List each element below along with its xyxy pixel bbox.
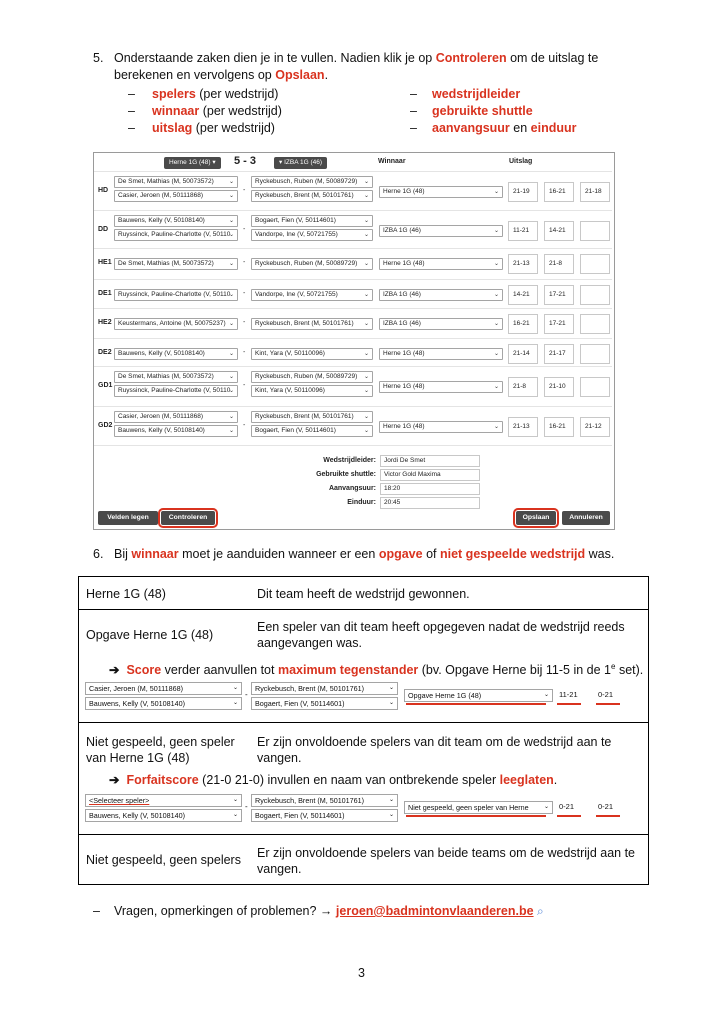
away-player-select[interactable]: [251, 809, 398, 822]
winner-select[interactable]: [379, 225, 503, 237]
winner-options-table: [78, 576, 649, 885]
winner-select-value: Herne 1G (48): [383, 423, 425, 430]
set-score-input[interactable]: 21-10: [544, 377, 574, 397]
row-1-label: Herne 1G (48): [86, 587, 166, 601]
home-player-select-value: Ruyssinck, Pauline-Charlotte (V, 50110: [118, 291, 231, 298]
chevron-down-icon: ⌄: [232, 797, 238, 803]
set-score-input[interactable]: 17-21: [544, 285, 574, 305]
winner-select[interactable]: [379, 421, 503, 433]
chevron-down-icon: ⌄: [228, 388, 234, 394]
bullet-keyword: uitslag: [152, 121, 193, 135]
home-player-select[interactable]: [85, 682, 242, 695]
set-score[interactable]: 11-21: [559, 690, 578, 699]
winner-select-value: Herne 1G (48): [383, 188, 425, 195]
chevron-down-icon: ⌄: [228, 179, 234, 185]
keyword-max-tegenstander: maximum tegenstander: [277, 663, 419, 678]
home-player-select-value: Bauwens, Kelly (V, 50108140): [118, 427, 205, 434]
set-score-input[interactable]: 21-8: [508, 377, 538, 397]
home-player-select-value: Ruyssinck, Pauline-Charlotte (V, 50110: [118, 231, 231, 238]
meta-input[interactable]: Victor Gold Maxima: [380, 469, 480, 481]
highlight-underline: [406, 703, 546, 705]
chevron-down-icon: ⌄: [543, 692, 549, 698]
row-divider: [94, 171, 612, 172]
home-player-select-value: Bauwens, Kelly (V, 50108140): [118, 350, 205, 357]
opslaan-button[interactable]: Opslaan: [516, 511, 556, 525]
winner-select-value: Herne 1G (48): [383, 383, 425, 390]
divider: [79, 722, 648, 723]
bullet-item: [432, 120, 577, 136]
away-team-dropdown[interactable]: ▾ IZBA 1G (46): [274, 157, 327, 169]
keyword-score: Score: [126, 663, 162, 678]
away-player-select[interactable]: [251, 348, 373, 360]
set-score-input[interactable]: 21-8: [544, 254, 574, 274]
keyword-winnaar: winnaar: [131, 547, 179, 561]
home-player-select[interactable]: [114, 348, 238, 360]
chevron-down-icon: ⌄: [363, 292, 369, 298]
match-code: GD2: [98, 422, 113, 429]
chevron-down-icon: ⌄: [228, 292, 234, 298]
set-score-input[interactable]: 21-19: [508, 182, 538, 202]
away-player-select-value: Bogaert, Fien (V, 50114601): [255, 811, 345, 820]
bullet-dash: –: [128, 121, 135, 135]
away-player-select[interactable]: [251, 697, 398, 710]
winner-select[interactable]: [404, 801, 553, 814]
chevron-down-icon: ⌄: [363, 414, 369, 420]
chevron-down-icon: ⌄: [543, 804, 549, 810]
home-player-select[interactable]: [114, 411, 238, 423]
winner-select[interactable]: [404, 689, 553, 702]
winner-select-value: IZBA 1G (46): [383, 320, 421, 327]
controleren-button[interactable]: Controleren: [161, 511, 215, 525]
row-3-note: [109, 772, 557, 788]
away-player-select[interactable]: [251, 371, 373, 383]
bullet-dash: –: [128, 104, 135, 118]
away-player-select[interactable]: [251, 411, 373, 423]
bullet-text: en: [509, 121, 531, 135]
vs-dash: -: [243, 422, 246, 429]
set-score-input[interactable]: 21-14: [508, 344, 538, 364]
text: verder aanvullen tot: [164, 663, 275, 678]
search-icon: ⌕: [537, 904, 544, 918]
match-code: HD: [98, 187, 109, 194]
chevron-down-icon: ⌄: [232, 812, 238, 818]
text: Onderstaande zaken dien je in te vullen. Nadien klik je op: [114, 51, 433, 65]
set-score-input[interactable]: [580, 314, 610, 334]
highlight-underline: [557, 703, 581, 705]
home-team-dropdown[interactable]: Herne 1G (48) ▾: [164, 157, 221, 169]
chevron-down-icon: ⌄: [228, 374, 234, 380]
chevron-down-icon: ⌄: [228, 321, 234, 327]
home-player-select[interactable]: [114, 176, 238, 188]
home-player-select-value: Keustermans, Antoine (M, 50075237): [118, 320, 226, 327]
bullet-dash: –: [410, 87, 417, 101]
bullet-keyword: aanvangsuur: [432, 121, 510, 135]
vs-dash: -: [243, 259, 246, 266]
keyword-leeglaten: leeglaten: [499, 773, 554, 787]
vs-dash: -: [245, 690, 248, 699]
home-player-select-value: Bauwens, Kelly (V, 50108140): [118, 217, 205, 224]
chevron-down-icon: ⌄: [228, 351, 234, 357]
vs-dash: -: [243, 319, 246, 326]
meta-label: Wedstrijdleider:: [323, 457, 376, 464]
away-player-select-value: Vandorpe, Ine (V, 50721755): [255, 231, 338, 238]
chevron-down-icon: ⌄: [493, 292, 499, 298]
annuleren-button[interactable]: Annuleren: [562, 511, 610, 525]
chevron-down-icon: ⌄: [363, 261, 369, 267]
away-player-select[interactable]: [251, 215, 373, 227]
chevron-down-icon: ⌄: [363, 374, 369, 380]
winner-select[interactable]: [379, 318, 503, 330]
away-team-label: IZBA 1G (46): [284, 159, 323, 166]
winner-select-value: Opgave Herne 1G (48): [408, 691, 482, 700]
highlight-underline: [557, 815, 581, 817]
row-2-label: Opgave Herne 1G (48): [86, 628, 214, 642]
winner-select-value: Niet gespeeld, geen speler van Herne: [408, 803, 529, 812]
away-player-select[interactable]: [251, 176, 373, 188]
row-2-description: Een speler van dit team heeft opgegeven nadat de wedstrijd reeds aangevangen was.: [257, 620, 625, 650]
match-code: GD1: [98, 382, 113, 389]
keyword-niet-gespeeld: niet gespeelde wedstrijd: [439, 547, 586, 561]
set-score-input[interactable]: 17-21: [544, 314, 574, 334]
set-score[interactable]: 0-21: [598, 802, 614, 811]
away-player-select-value: Ryckebusch, Brent (M, 50101761): [255, 413, 354, 420]
text: Bij: [114, 547, 128, 561]
set-score-input[interactable]: 21-13: [508, 417, 538, 437]
meta-input[interactable]: Jordi De Smet: [380, 455, 480, 467]
match-code: HE2: [98, 319, 112, 326]
match-code: DE1: [98, 290, 112, 297]
text: Vragen, opmerkingen of problemen? →: [114, 904, 333, 918]
away-player-select-value: Kint, Yara (V, 50110096): [255, 387, 325, 394]
chevron-down-icon: ⌄: [228, 193, 234, 199]
bullet-keyword: gebruikte shuttle: [432, 104, 533, 118]
winner-select[interactable]: [379, 348, 503, 360]
away-player-select[interactable]: [251, 425, 373, 437]
match-score: 5 - 3: [234, 155, 257, 167]
highlight-underline: [406, 815, 546, 817]
vs-dash: -: [243, 382, 246, 389]
bullet-item: [432, 103, 533, 119]
home-player-select[interactable]: [85, 809, 242, 822]
home-player-select-value: Casier, Jeroen (M, 50111868): [118, 192, 204, 199]
winner-select-value: IZBA 1G (46): [383, 227, 421, 234]
set-score-input[interactable]: 16-21: [544, 417, 574, 437]
meta-input[interactable]: 18:20: [380, 483, 480, 495]
away-player-select[interactable]: [251, 318, 373, 330]
text: .: [324, 68, 329, 82]
keyword-controleren: Controleren: [435, 51, 507, 65]
footer-dash: –: [93, 904, 100, 918]
superscript: e: [611, 662, 616, 671]
away-player-select-value: Bogaert, Fien (V, 50114601): [255, 217, 336, 224]
set-score-input[interactable]: 21-17: [544, 344, 574, 364]
away-player-select-value: Bogaert, Fien (V, 50114601): [255, 427, 336, 434]
bullet-text: (per wedstrijd): [195, 87, 279, 101]
away-player-select[interactable]: [251, 229, 373, 241]
away-player-select[interactable]: [251, 682, 398, 695]
away-player-select[interactable]: [251, 385, 373, 397]
winner-select[interactable]: [379, 186, 503, 198]
home-player-select[interactable]: [114, 318, 238, 330]
meta-label: Einduur:: [347, 499, 376, 506]
step-5-line-1: [114, 50, 598, 66]
row-divider: [94, 445, 612, 446]
home-player-select[interactable]: [114, 385, 238, 397]
set-score-input[interactable]: 16-21: [544, 182, 574, 202]
chevron-down-icon: ⌄: [232, 700, 238, 706]
away-player-select-value: Ryckebusch, Brent (M, 50101761): [255, 796, 365, 805]
home-player-select-value: De Smet, Mathias (M, 50073572): [118, 178, 214, 185]
bullet-item: [152, 86, 278, 102]
set-score-input[interactable]: 14-21: [508, 285, 538, 305]
email-link[interactable]: jeroen@badmintonvlaanderen.be: [335, 904, 534, 918]
set-score-input[interactable]: [580, 344, 610, 364]
divider: [79, 834, 648, 835]
vs-dash: -: [243, 349, 246, 356]
bullet-item: [152, 120, 275, 136]
set-score-input[interactable]: 21-18: [580, 182, 610, 202]
bullet-dash: –: [128, 87, 135, 101]
row-4-label: Niet gespeeld, geen spelers: [86, 853, 241, 867]
home-player-select-value: Casier, Jeroen (M, 50111868): [89, 684, 184, 693]
home-player-select[interactable]: [114, 215, 238, 227]
highlight-underline: [596, 815, 620, 817]
bullet-keyword: spelers: [152, 87, 196, 101]
text: of: [426, 547, 437, 561]
bullet-dash: –: [410, 104, 417, 118]
bullet-item: [152, 103, 282, 119]
step-5-line-2: [114, 67, 328, 83]
arrow-icon: ➔: [109, 773, 120, 787]
home-player-select[interactable]: [85, 794, 242, 807]
text: (21-0 21-0) invullen en naam van ontbrekende speler: [202, 773, 497, 787]
row-3-label: Niet gespeeld, geen speler van Herne 1G (48): [86, 735, 235, 765]
row-2-note: [109, 659, 643, 678]
away-player-select[interactable]: [251, 258, 373, 270]
away-player-select[interactable]: [251, 190, 373, 202]
step-5-number: 5.: [93, 51, 104, 65]
set-score-input[interactable]: [580, 221, 610, 241]
away-player-select-value: Ryckebusch, Brent (M, 50101761): [255, 192, 354, 199]
meta-input[interactable]: 20:45: [380, 497, 480, 509]
keyword-forfaitscore: Forfaitscore: [126, 773, 199, 787]
home-player-select[interactable]: [114, 289, 238, 301]
step-6-text: [114, 546, 614, 562]
home-player-select-value: <Selecteer speler>: [89, 796, 150, 805]
chevron-down-icon: ⌄: [363, 428, 369, 434]
velden-legen-button[interactable]: Velden legen: [98, 511, 158, 525]
winnaar-header: Winnaar: [378, 158, 406, 165]
page-number: 3: [358, 966, 365, 980]
chevron-down-icon: ⌄: [388, 700, 394, 706]
divider: [79, 609, 648, 610]
home-player-select-value: Bauwens, Kelly (V, 50108140): [89, 811, 186, 820]
chevron-down-icon: ⌄: [363, 321, 369, 327]
home-player-select[interactable]: [114, 371, 238, 383]
home-player-select-value: De Smet, Mathias (M, 50073572): [118, 373, 214, 380]
home-player-select[interactable]: [114, 229, 238, 241]
chevron-down-icon: ⌄: [388, 797, 394, 803]
chevron-down-icon: ⌄: [232, 685, 238, 691]
winner-select[interactable]: [379, 381, 503, 393]
vs-dash: -: [243, 226, 246, 233]
set-score-input[interactable]: 21-12: [580, 417, 610, 437]
set-score-input[interactable]: [580, 377, 610, 397]
row-3-description: Er zijn onvoldoende spelers van dit team om de wedstrijd aan te vangen.: [257, 735, 612, 765]
vs-dash: -: [243, 290, 246, 297]
chevron-down-icon: ⌄: [228, 261, 234, 267]
text: (bv. Opgave Herne bij 11-5 in de 1: [421, 663, 611, 678]
vs-dash: -: [245, 802, 248, 811]
chevron-down-icon: ⌄: [493, 424, 499, 430]
bullet-text: (per wedstrijd): [199, 104, 282, 118]
set-score-input[interactable]: 14-21: [544, 221, 574, 241]
score-form-screenshot: [93, 152, 615, 530]
set-score-input[interactable]: 21-13: [508, 254, 538, 274]
home-team-label: Herne 1G (48): [169, 159, 211, 166]
chevron-down-icon: ⌄: [388, 812, 394, 818]
home-player-select[interactable]: [85, 697, 242, 710]
away-player-select[interactable]: [251, 289, 373, 301]
chevron-down-icon: ⌄: [493, 189, 499, 195]
chevron-down-icon: ⌄: [363, 218, 369, 224]
row-divider: [94, 210, 612, 211]
bullet-keyword: einduur: [530, 121, 577, 135]
home-player-select-value: Bauwens, Kelly (V, 50108140): [89, 699, 186, 708]
home-player-select-value: Ruyssinck, Pauline-Charlotte (V, 50110: [118, 387, 231, 394]
row-divider: [94, 308, 612, 309]
row-divider: [94, 248, 612, 249]
text: set).: [618, 663, 644, 678]
footer-question: [114, 903, 544, 919]
chevron-down-icon: ⌄: [493, 351, 499, 357]
away-player-select-value: Ryckebusch, Brent (M, 50101761): [255, 684, 365, 693]
match-code: DE2: [98, 349, 112, 356]
away-player-select-value: Ryckebusch, Ruben (M, 50089729): [255, 260, 358, 267]
row-1-description: Dit team heeft de wedstrijd gewonnen.: [257, 587, 470, 601]
chevron-down-icon: ⌄: [363, 232, 369, 238]
match-code: DD: [98, 226, 109, 233]
away-player-select-value: Ryckebusch, Ruben (M, 50089729): [255, 178, 358, 185]
set-score[interactable]: 0-21: [598, 690, 614, 699]
chevron-down-icon: ⌄: [493, 384, 499, 390]
home-player-select-value: De Smet, Mathias (M, 50073572): [118, 260, 214, 267]
step-6-number: 6.: [93, 547, 104, 561]
chevron-down-icon: ⌄: [363, 388, 369, 394]
chevron-down-icon: ⌄: [228, 218, 234, 224]
text: berekenen en vervolgens op: [114, 68, 272, 82]
meta-label: Aanvangsuur:: [328, 485, 376, 492]
home-player-select-value: Casier, Jeroen (M, 50111868): [118, 413, 204, 420]
winner-select[interactable]: [379, 258, 503, 270]
text: .: [553, 773, 558, 787]
chevron-down-icon: ⌄: [228, 428, 234, 434]
row-4-description: Er zijn onvoldoende spelers van beide teams om de wedstrijd aan te vangen.: [257, 846, 635, 876]
vs-dash: -: [243, 187, 246, 194]
chevron-down-icon: ⌄: [388, 685, 394, 691]
chevron-down-icon: ⌄: [493, 321, 499, 327]
away-player-select-value: Ryckebusch, Brent (M, 50101761): [255, 320, 354, 327]
chevron-down-icon: ⌄: [363, 351, 369, 357]
chevron-down-icon: ⌄: [228, 232, 234, 238]
text: moet je aanduiden wanneer er een: [182, 547, 376, 561]
row-divider: [94, 338, 612, 339]
row-divider: [94, 366, 612, 367]
chevron-down-icon: ⌄: [363, 179, 369, 185]
keyword-opgave: opgave: [378, 547, 423, 561]
winner-select-value: IZBA 1G (46): [383, 291, 421, 298]
home-player-select[interactable]: [114, 190, 238, 202]
chevron-down-icon: ⌄: [363, 193, 369, 199]
bullet-item: [432, 86, 520, 102]
keyword-opslaan: Opslaan: [275, 68, 325, 82]
away-player-select-value: Kint, Yara (V, 50110096): [255, 350, 325, 357]
winner-select[interactable]: [379, 289, 503, 301]
bullet-text: (per wedstrijd): [192, 121, 275, 135]
set-score-input[interactable]: [580, 285, 610, 305]
arrow-icon: ➔: [109, 663, 120, 678]
chevron-down-icon: ⌄: [493, 261, 499, 267]
row-divider: [94, 406, 612, 407]
highlight-underline: [596, 703, 620, 705]
bullet-keyword: wedstrijdleider: [432, 87, 521, 101]
set-score-input[interactable]: 16-21: [508, 314, 538, 334]
text: was.: [588, 547, 615, 561]
home-player-select[interactable]: [114, 258, 238, 270]
away-player-select[interactable]: [251, 794, 398, 807]
bullet-dash: –: [410, 121, 417, 135]
row-divider: [94, 279, 612, 280]
winner-select-value: Herne 1G (48): [383, 260, 425, 267]
set-score-input[interactable]: [580, 254, 610, 274]
away-player-select-value: Ryckebusch, Ruben (M, 50089729): [255, 373, 358, 380]
meta-label: Gebruikte shuttle:: [316, 471, 376, 478]
away-player-select-value: Bogaert, Fien (V, 50114601): [255, 699, 345, 708]
winner-select-value: Herne 1G (48): [383, 350, 425, 357]
home-player-select[interactable]: [114, 425, 238, 437]
bullet-keyword: winnaar: [152, 104, 200, 118]
set-score-input[interactable]: 11-21: [508, 221, 538, 241]
match-code: HE1: [98, 259, 112, 266]
away-player-select-value: Vandorpe, Ine (V, 50721755): [255, 291, 338, 298]
text: om de uitslag te: [510, 51, 599, 65]
uitslag-header: Uitslag: [509, 158, 533, 165]
chevron-down-icon: ⌄: [493, 228, 499, 234]
chevron-down-icon: ⌄: [228, 414, 234, 420]
set-score[interactable]: 0-21: [559, 802, 575, 811]
